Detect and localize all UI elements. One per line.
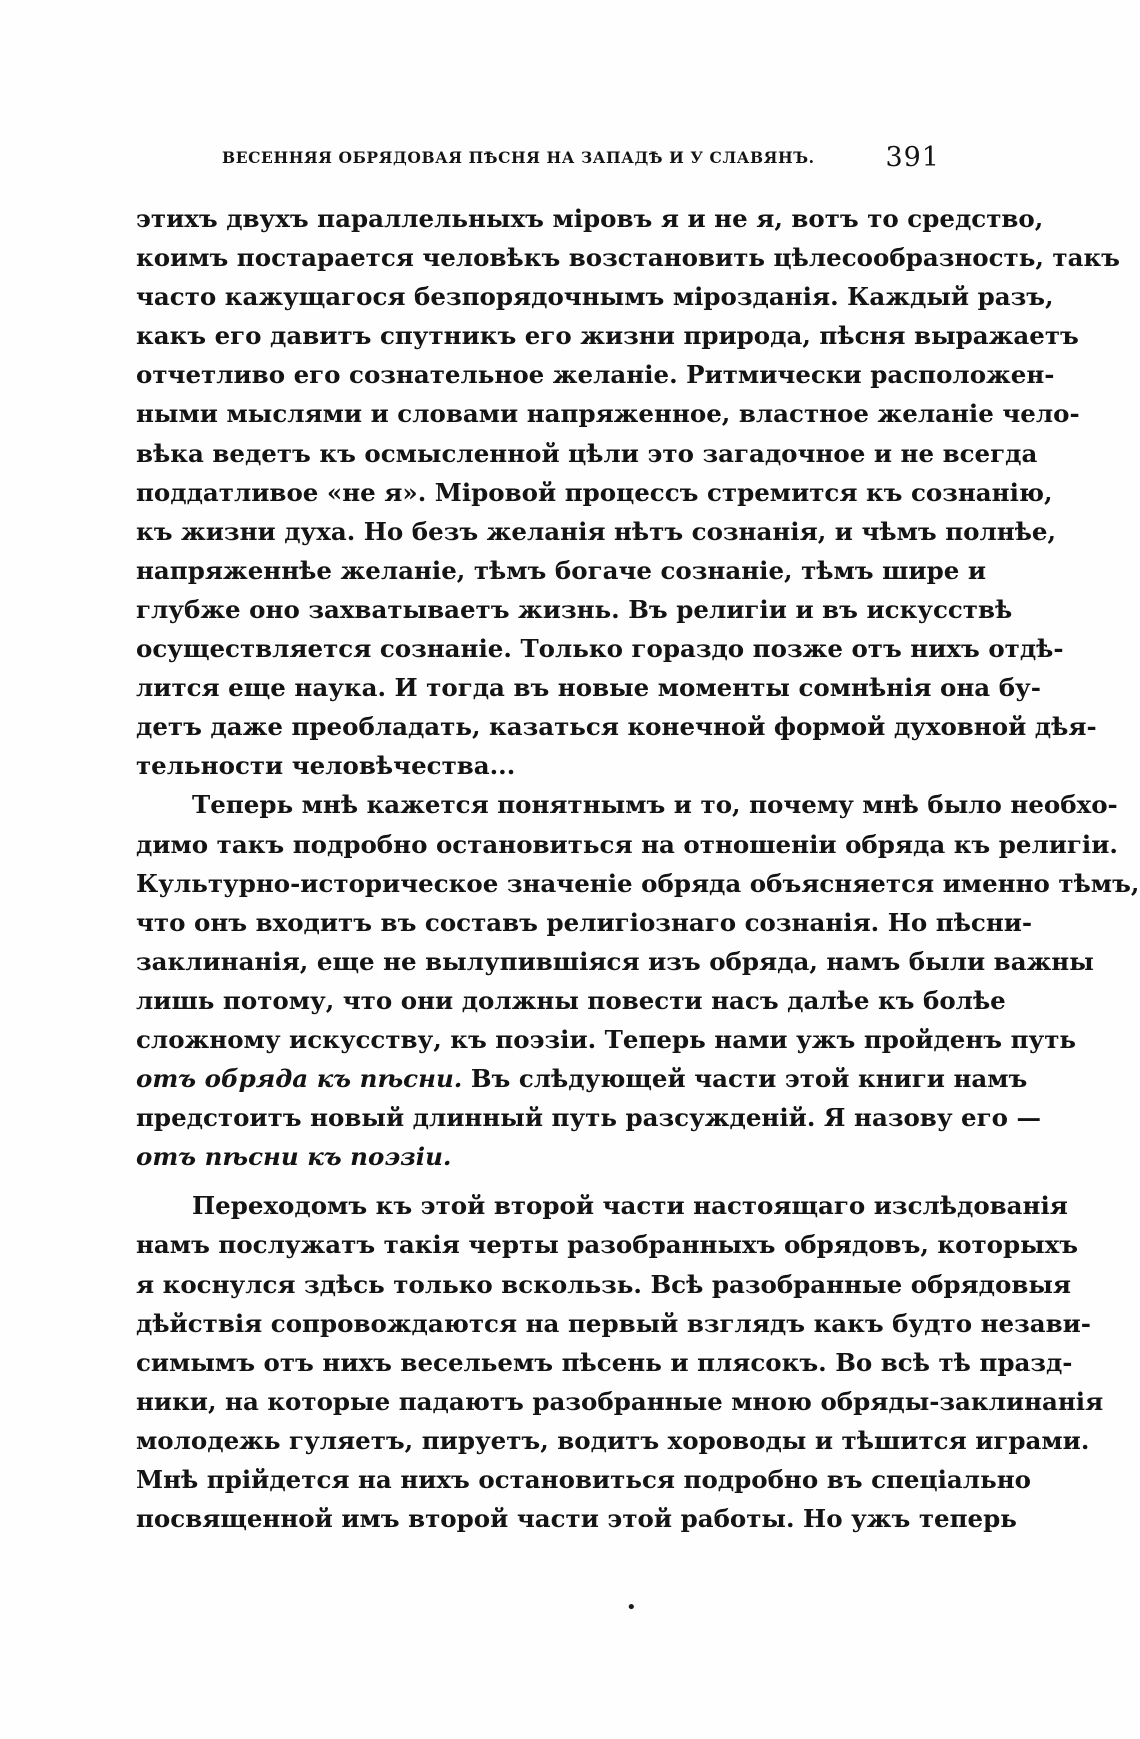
text-line: тельности человѣчества...: [136, 751, 516, 781]
text-line: предстоитъ новый длинный путь разсужденій. Я назову его —: [136, 1103, 1042, 1133]
text-line: детъ даже преобладать, казаться конечной формой духовной дѣя-: [136, 712, 1097, 742]
text-line: заклинанія, еще не вылупившіяся изъ обряда, намъ были важны: [136, 946, 1094, 976]
text-line: какъ его давитъ спутникъ его жизни природа, пѣсня выражаетъ: [136, 321, 1079, 351]
paragraph-3: [136, 1186, 1104, 1538]
text-line: димо такъ подробно остановиться на отношеніи обряда къ религіи.: [136, 829, 1118, 859]
running-head: [222, 142, 940, 182]
text-line: ными мыслями и словами напряженное, властное желаніе чело-: [136, 399, 1080, 429]
text-line: я коснулся здѣсь только вскользь. Всѣ разобранные обрядовыя: [136, 1269, 1071, 1299]
text-line: часто кажущагося безпорядочнымъ мірозданія. Каждый разъ,: [136, 282, 1054, 312]
text-line: этихъ двухъ параллельныхъ міровъ я и не я, вотъ то средство,: [136, 204, 1044, 233]
text-span: Въ слѣдующей части этой книги намъ: [470, 1064, 1028, 1094]
text-line: молодежь гуляетъ, пируетъ, водитъ хороводы и тѣшится играми.: [136, 1425, 1090, 1455]
text-line: симымъ отъ нихъ весельемъ пѣсень и плясокъ. Во всѣ тѣ празд-: [136, 1347, 1073, 1377]
text-line: ники, на которые падаютъ разобранные мною обряды-заклинанія: [136, 1386, 1104, 1416]
running-title: ВЕСЕННЯЯ ОБРЯДОВАЯ ПѢСНЯ НА ЗАПАДѢ И У СЛАВЯНЪ.: [222, 148, 815, 167]
text-line: напряженнѣе желаніе, тѣмъ богаче сознаніе, тѣмъ шире и: [136, 555, 987, 585]
paragraph-1: [136, 199, 1120, 785]
italic-line: отъ пѣсни къ поэзіи.: [136, 1142, 452, 1172]
text-line: что онъ входитъ въ составъ религіознаго сознанія. Но пѣсни-: [136, 907, 1033, 937]
footer-ornament: •: [626, 1597, 637, 1618]
text-line: лишь потому, что они должны повести насъ далѣе къ болѣе: [136, 985, 1006, 1015]
text-line: сложному искусству, къ поэзіи. Теперь нами ужъ пройденъ путь: [136, 1024, 1077, 1054]
text-line: поддатливое «не я». Міровой процессъ стремится къ сознанію,: [136, 477, 1053, 507]
text-line: посвященной имъ второй части этой работы. Но ужъ теперь: [136, 1504, 1017, 1534]
text-line: коимъ постарается человѣкъ возстановить цѣлесообразность, такъ: [136, 243, 1120, 273]
italic-phrase: отъ обряда къ пѣсни.: [136, 1064, 463, 1094]
text-line: намъ послужатъ такія черты разобранныхъ обрядовъ, которыхъ: [136, 1230, 1079, 1260]
text-line: дѣйствія сопровождаются на первый взглядъ какъ будто незави-: [136, 1308, 1091, 1338]
text-line: осуществляется сознаніе. Только гораздо позже отъ нихъ отдѣ-: [136, 634, 1064, 664]
body-text: [136, 199, 1140, 1538]
text-line: къ жизни духа. Но безъ желанія нѣтъ сознанія, и чѣмъ полнѣе,: [136, 516, 1057, 546]
page-number: 391: [885, 142, 940, 173]
text-line: глубже оно захватываетъ жизнь. Въ религіи и въ искусствѣ: [136, 594, 1013, 624]
text-line: Мнѣ прійдется на нихъ остановиться подробно въ спеціально: [136, 1465, 1031, 1494]
text-line: лится еще наука. И тогда въ новые моменты сомнѣнія она бу-: [136, 673, 1041, 703]
text-line: Культурно-историческое значеніе обряда объясняется именно тѣмъ,: [136, 868, 1140, 898]
text-line: [136, 1059, 1028, 1098]
text-line: отчетливо его сознательное желаніе. Ритмически расположен-: [136, 360, 1055, 390]
text-line: вѣка ведетъ къ осмысленной цѣли это загадочное и не всегда: [136, 438, 1038, 468]
text-line: Теперь мнѣ кажется понятнымъ и то, почему мнѣ было необхо-: [192, 790, 1118, 820]
paragraph-2: [136, 785, 1140, 1176]
text-line: Переходомъ къ этой второй части настоящаго изслѣдованія: [192, 1191, 1068, 1221]
